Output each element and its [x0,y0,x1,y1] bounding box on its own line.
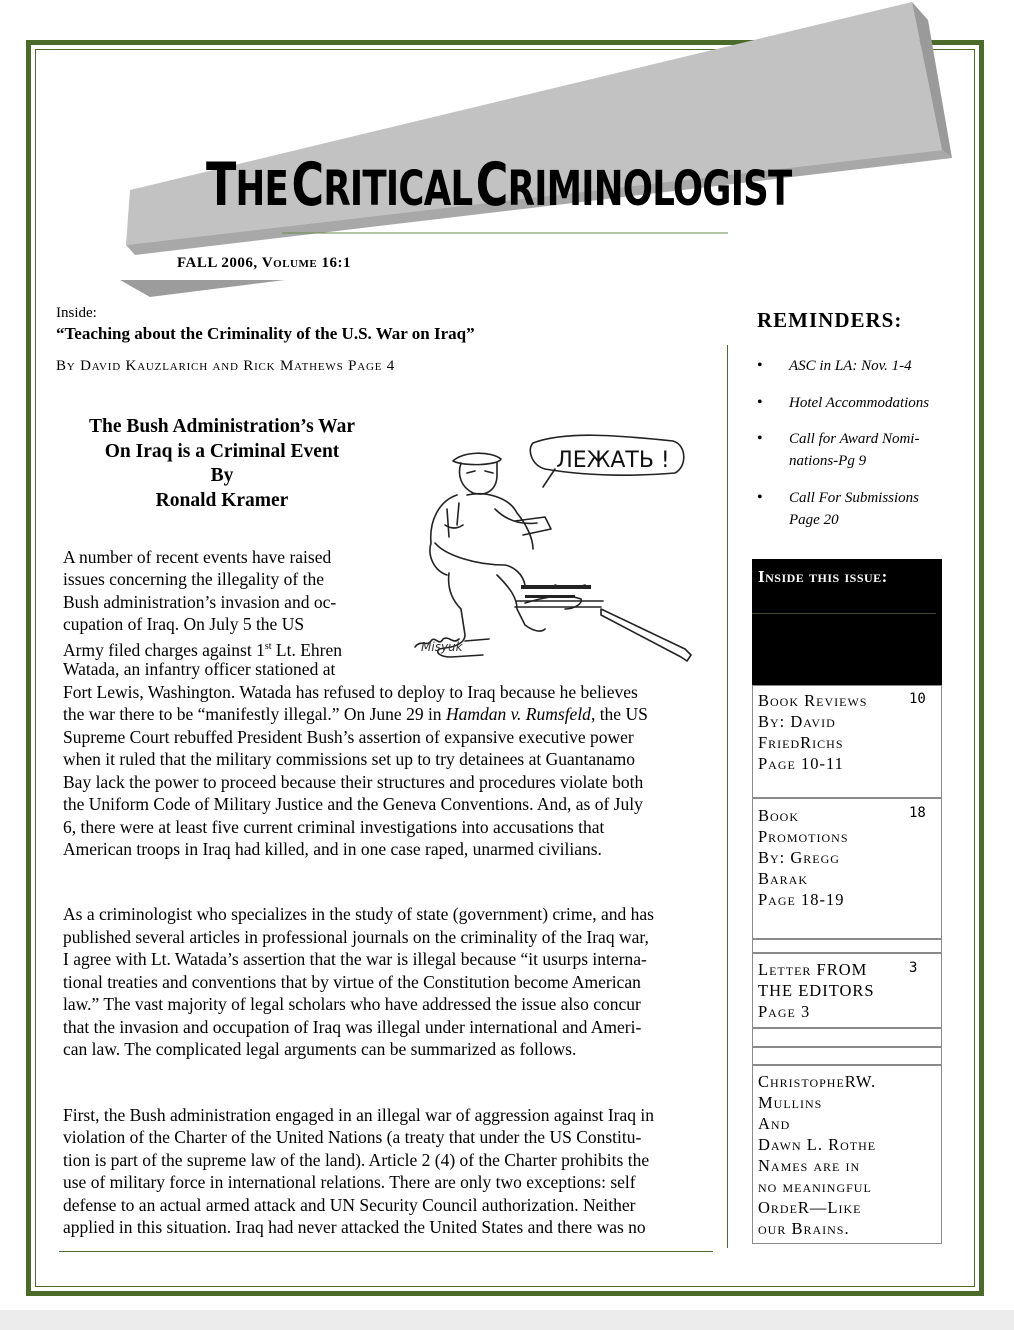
reminder-item: • Call for Award Nomi- nations-Pg 9 [757,430,920,469]
body-line: use of military force in international relations. There are only two exceptions: self [63,1172,636,1192]
body-line: As a criminologist who specializes in the study of state (government) crime, and has [63,904,654,924]
toc-entry [752,953,942,1028]
inside-issue-rule [752,613,936,614]
toc-spacer [752,1028,942,1047]
body-line: A number of recent events have raised [63,547,332,567]
sidebar-divider [727,345,728,1248]
toc-entry [752,798,942,939]
bullet-icon: • [757,430,763,447]
body-line: can law. The complicated legal arguments can be summarized as follows. [63,1039,577,1059]
body-line: Fort Lewis, Washington. Watada has refused to deploy to Iraq because he believes [63,682,638,702]
inside-label: Inside: [56,305,97,321]
cartoon-speech-text: ЛЕЖАТЬ ! [556,448,670,473]
reminder-item: • ASC in LA: Nov. 1-4 [757,355,947,377]
body-line: the war there to be “manifestly illegal.” On June 29 in Hamdan v. Rumsfeld, the US [63,704,648,724]
bullet-icon: • [757,488,763,506]
toc-spacer [752,939,942,953]
article-title: The Bush Administration’s War On Iraq is a Criminal Event By Ronald Kramer [88,416,356,511]
bottom-divider [59,1251,713,1252]
body-line: cupation of Iraq. On July 5 the US [63,614,305,634]
body-line: Army filed charges against 1st Lt. Ehren [63,639,342,660]
body-line: American troops in Iraq had killed, and in one case raped, unarmed civilians. [63,839,602,859]
body-line: Supreme Court rebuffed President Bush’s assertion of expansive executive power [63,727,634,747]
toc-entry [752,1065,942,1244]
body-line: I agree with Lt. Watada’s assertion that the war is illegal because “it usurps interna- [63,949,647,969]
reminder-item: • Call For Submissions Page 20 [757,488,920,528]
cartoon-signature: Misyuk [421,640,463,654]
bullet-icon: • [757,357,763,374]
bullet-icon: • [757,393,763,411]
inside-issue-header [752,559,942,685]
body-line: First, the Bush administration engaged in an illegal war of aggression against Iraq in [63,1105,654,1125]
toc-spacer [752,1047,942,1065]
body-line: published several articles in professional journals on the criminality of the Iraq war, [63,927,649,947]
inside-feature-byline: By David Kauzlarich and Rick Mathews Page 4 [56,358,396,374]
soldier-cartoon [405,425,705,665]
toc-entry-text: ChristopheRW. Mullins And Dawn L. Rothe Names are in no meaningful OrdeR—Like our Brains. [758,1072,877,1238]
body-line: tion is part of the supreme law of the land). Article 2 (4) of the Charter prohibits the [63,1150,650,1170]
toc-page-number: 3 [909,960,918,976]
body-line: applied in this situation. Iraq had never attacked the United States and there was no [63,1217,646,1237]
inside-feature-title: “Teaching about the Criminality of the U.S. War on Iraq” [56,324,475,343]
toc-entry [752,685,942,798]
toc-page-number: 18 [909,805,926,821]
reminders-list [757,355,947,545]
body-line: the Uniform Code of Military Justice and the Geneva Conventions. And, as of July [63,794,643,814]
inside-issue-title: Inside this issue: [758,567,888,586]
toc-entry-text: Letter FROM THE EDITORS Page 3 [758,960,875,1021]
body-line: issues concerning the illegality of the [63,569,324,589]
body-line: Bush administration’s invasion and oc- [63,592,337,612]
body-line: tional treaties and conventions that by virtue of the Constitution become American [63,972,641,992]
reminder-item: • Hotel Accommodations [757,392,947,414]
toc-entry-text: Book Reviews By: David FriedRichs Page 10-11 [758,691,868,773]
body-line: Bay lack the power to proceed because their structures and procedures violate both [63,772,644,792]
body-line: when it ruled that the military commissions set up to try detainees at Guantanamo [63,749,636,769]
body-line: violation of the Charter of the United Nations (a treaty that under the US Constitu- [63,1127,642,1147]
issue-line: FALL 2006, Volume 16:1 [177,255,351,271]
body-line: Watada, an infantry officer stationed at [63,659,336,679]
body-line: defense to an actual armed attack and UN Security Council authorization. Neither [63,1195,636,1215]
body-line: that the invasion and occupation of Iraq was illegal under international and Ameri- [63,1017,642,1037]
toc-page-number: 10 [909,691,926,707]
body-line: 6, there were at least five current criminal investigations into accusations that [63,817,605,837]
masthead-title: THE CRITICAL CRIMINOLOGIST [206,150,792,220]
toc-entry-text: Book Promotions By: Gregg Barak Page 18-19 [758,806,849,909]
reminders-heading: REMINDERS: [757,308,903,332]
body-line: law.” The vast majority of legal scholars who have addressed the issue also concur [63,994,641,1014]
